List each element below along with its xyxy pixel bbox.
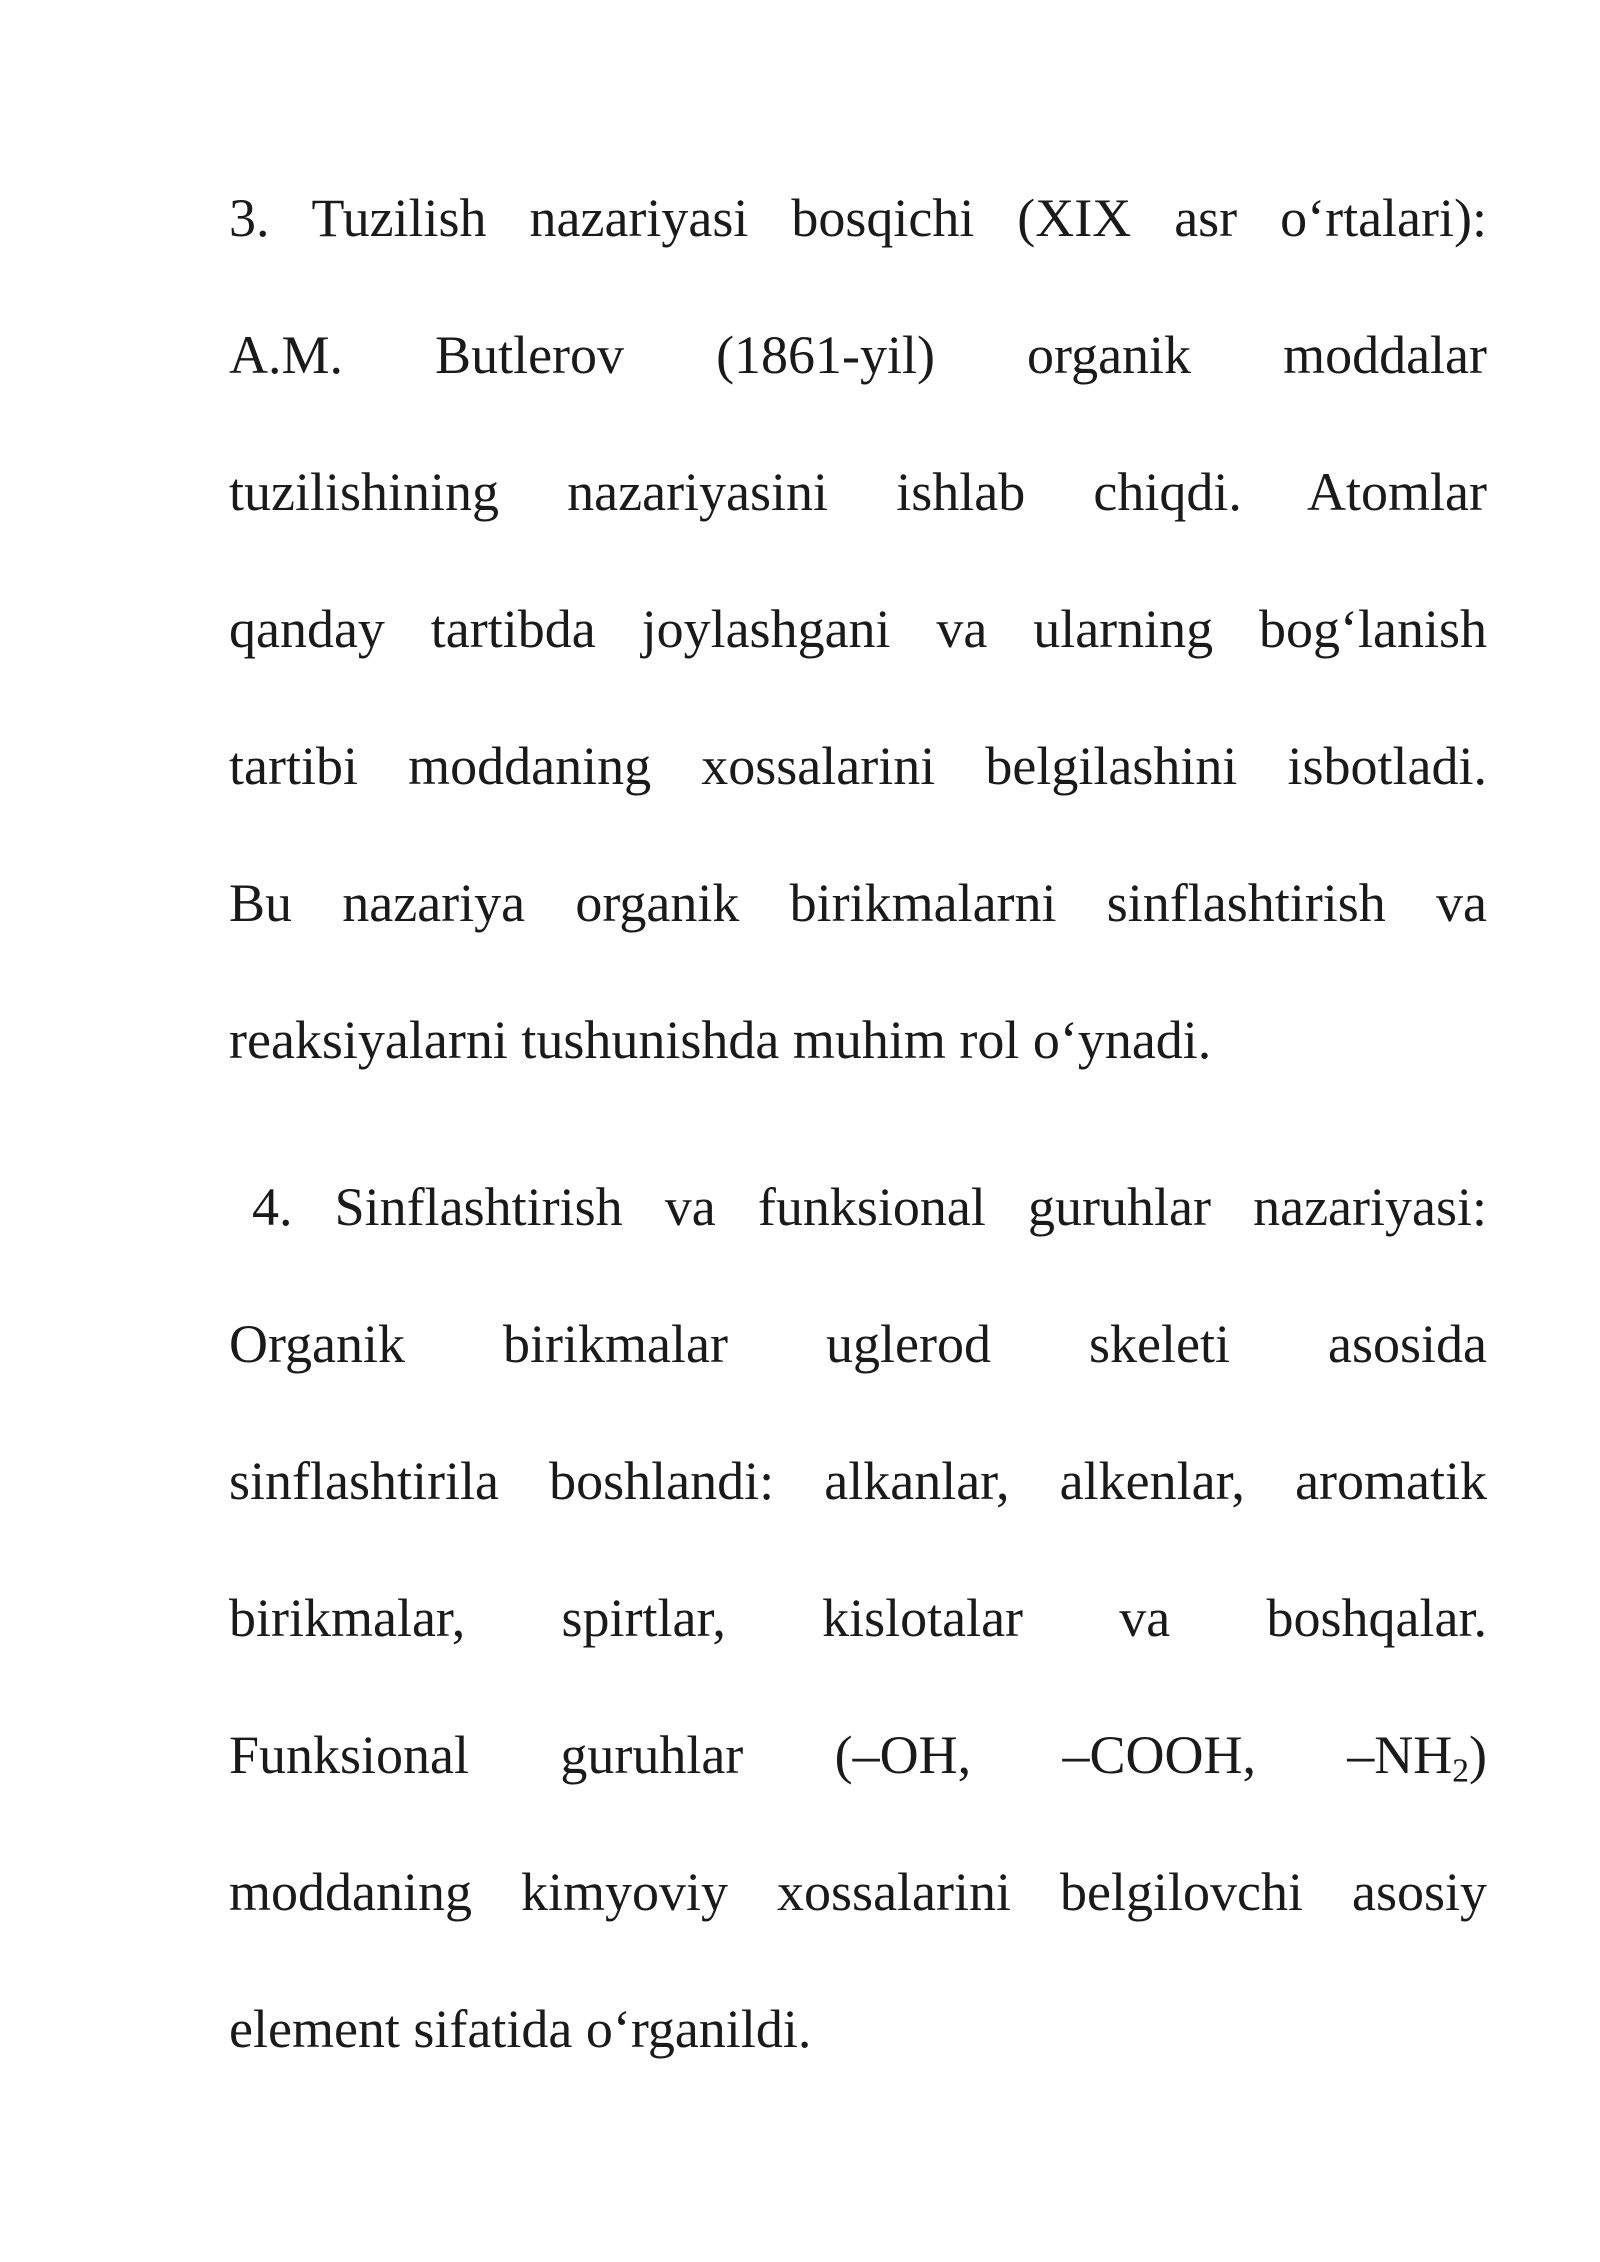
text-line: Organik birikmalar uglerod skeleti asosida [229, 1314, 1487, 1374]
text-line: reaksiyalarni tushunishda muhim rol o‘ynadi. [229, 1010, 1212, 1070]
text-line: qanday tartibda joylashgani va ularning bog‘lanish [229, 599, 1487, 659]
formula-subscript: 2 [1452, 1752, 1470, 1790]
formula-prefix: Funksional guruhlar (–OH, –COOH, –NH [229, 1725, 1453, 1785]
text-line: tuzilishining nazariyasini ishlab chiqdi. Atomlar [229, 462, 1487, 522]
paragraph-structure-theory [229, 150, 1487, 1109]
paragraph-classification-theory [229, 1139, 1487, 2098]
text-line: element sifatida o‘rganildi. [229, 1999, 812, 2059]
text-line: tartibi moddaning xossalarini belgilashini isbotladi. [229, 736, 1487, 796]
document-page [229, 150, 1487, 2098]
text-line: 4. Sinflashtirish va funksional guruhlar nazariyasi: [252, 1177, 1487, 1237]
text-line: birikmalar, spirtlar, kislotalar va boshqalar. [229, 1588, 1487, 1648]
formula-line [229, 1687, 1487, 1824]
formula-suffix: ) [1469, 1725, 1487, 1785]
text-line: 3. Tuzilish nazariyasi bosqichi (XIX asr o‘rtalari): [229, 188, 1487, 248]
text-line: A.M. Butlerov (1861-yil) organik moddalar [229, 325, 1487, 385]
text-line: sinflashtirila boshlandi: alkanlar, alkenlar, aromatik [229, 1451, 1487, 1511]
text-line: moddaning kimyoviy xossalarini belgilovchi asosiy [229, 1862, 1487, 1922]
text-line: Bu nazariya organik birikmalarni sinflashtirish va [229, 873, 1487, 933]
